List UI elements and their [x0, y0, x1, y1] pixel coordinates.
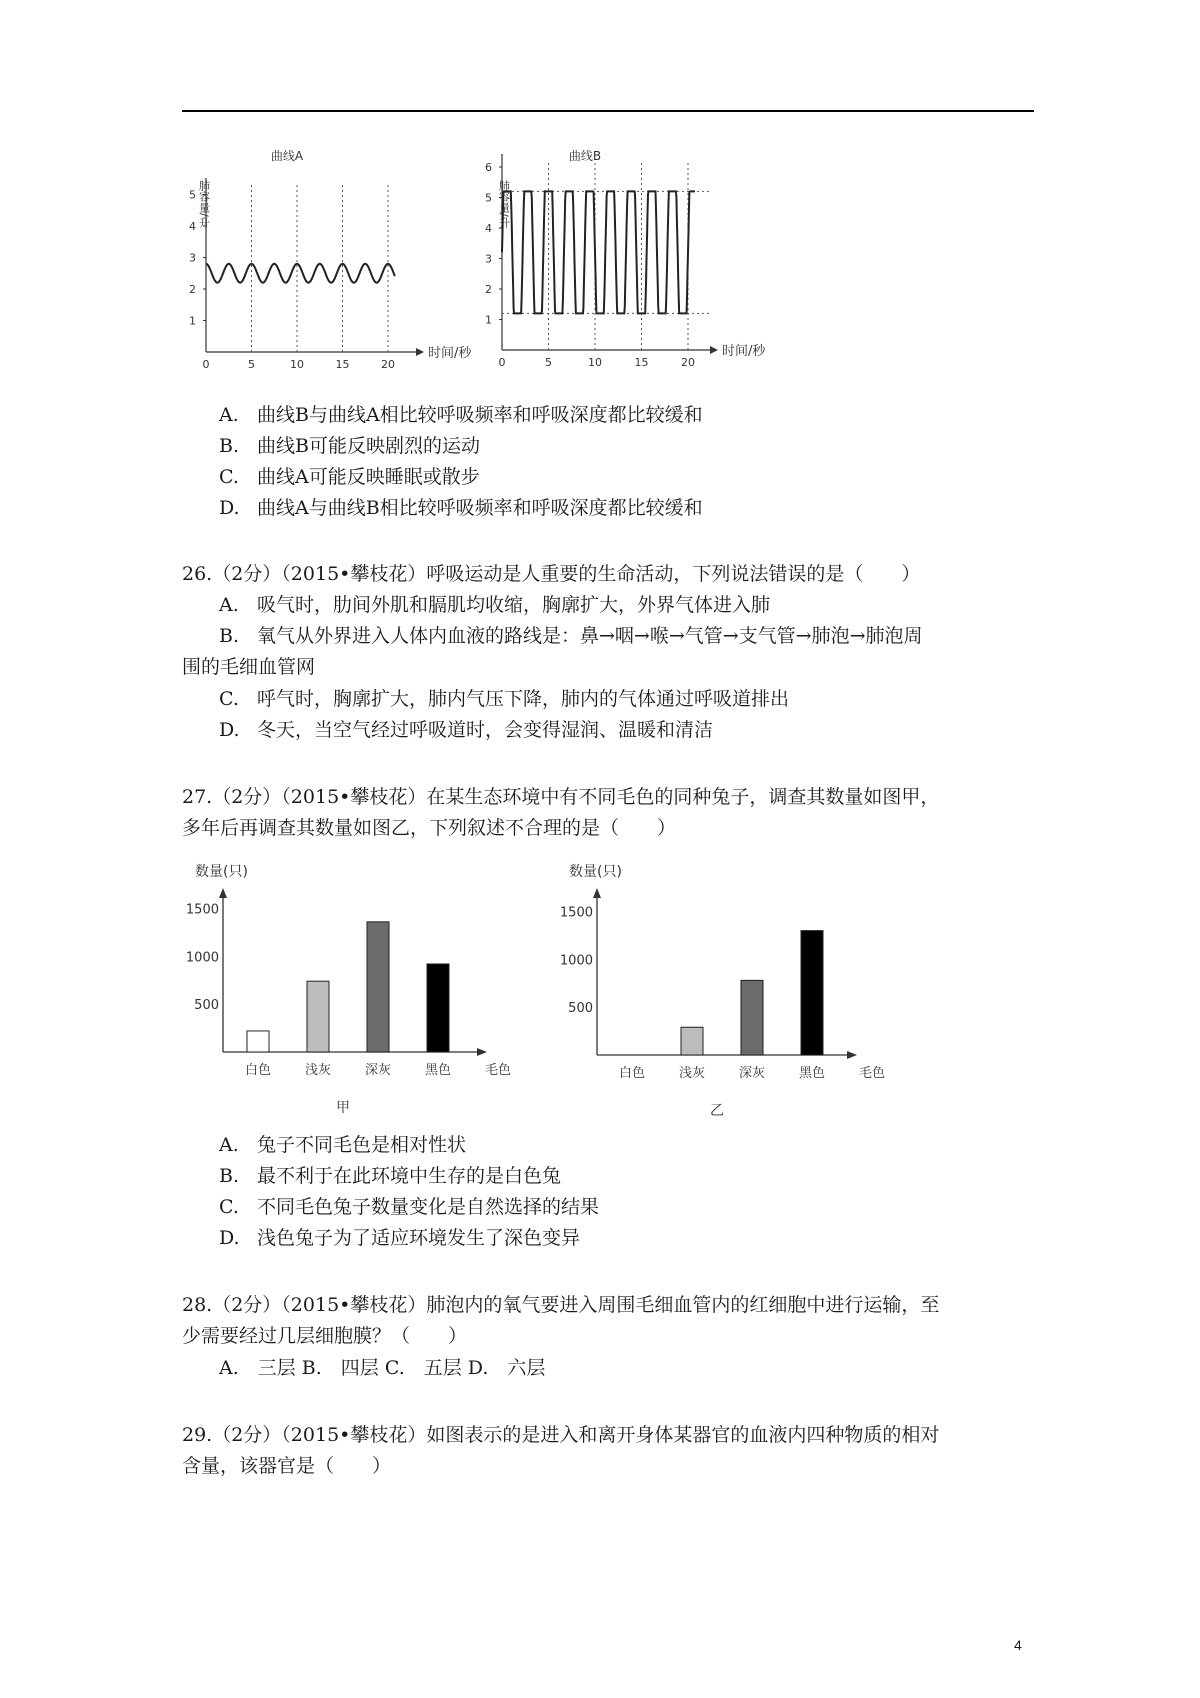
- x-tick-label: 5: [248, 358, 255, 371]
- q25-option-b: B. 曲线B可能反映剧烈的运动: [219, 435, 480, 457]
- q27-stem-line2: 多年后再调查其数量如图乙，下列叙述不合理的是（ ）: [182, 817, 677, 839]
- y-axis-label: 数量(只): [195, 864, 248, 880]
- bar-chart-jia: [185, 850, 535, 1120]
- x-tick-label: 深灰: [738, 1066, 766, 1081]
- y-tick-label: 4: [485, 222, 492, 235]
- q27-option-c: C. 不同毛色兔子数量变化是自然选择的结果: [219, 1196, 600, 1218]
- bar-白色: [247, 1031, 269, 1052]
- bar-黑色: [801, 931, 823, 1055]
- header-rule: [182, 110, 1034, 112]
- x-tick-label: 0: [498, 356, 506, 369]
- q26-option-c: C. 呼气时，胸廓扩大，肺内气压下降，肺内的气体通过呼吸道排出: [219, 688, 790, 710]
- x-tick-label: 5: [545, 356, 552, 369]
- q28-stem-line1: 28.（2分）（2015•攀枝花）肺泡内的氧气要进入周围毛细血管内的红细胞中进行运输，至: [182, 1294, 940, 1316]
- x-tick-label: 15: [634, 356, 649, 369]
- y-tick-label: 1500: [185, 902, 219, 918]
- x-tick-label: 15: [335, 358, 350, 371]
- bar-浅灰: [307, 981, 329, 1052]
- q25-option-a: A. 曲线B与曲线A相比较呼吸频率和呼吸深度都比较缓和: [219, 404, 703, 426]
- x-axis-arrow: [847, 1051, 857, 1059]
- y-tick-label: 500: [568, 1001, 593, 1017]
- q28-stem-line2: 少需要经过几层细胞膜？（ ）: [182, 1325, 468, 1347]
- bar-深灰: [367, 922, 389, 1052]
- x-tick-label: 浅灰: [678, 1066, 706, 1081]
- q27-option-d: D. 浅色兔子为了适应环境发生了深色变异: [219, 1227, 581, 1249]
- q28-options: A. 三层 B. 四层 C. 五层 D. 六层: [219, 1357, 546, 1379]
- y-tick-label: 4: [189, 220, 196, 233]
- y-tick-label: 500: [194, 998, 219, 1014]
- curve-b-chart: [485, 149, 850, 400]
- y-tick-label: 1000: [559, 953, 593, 969]
- bar-chart-yi: [555, 850, 905, 1120]
- y-axis-label: 肺容量/升: [197, 180, 211, 228]
- x-tick-label: 浅灰: [304, 1063, 332, 1078]
- y-tick-label: 1: [189, 314, 196, 328]
- q29-stem-line2: 含量，该器官是（ ）: [182, 1455, 392, 1477]
- x-axis-label: 毛色: [858, 1066, 886, 1081]
- x-axis-label: 时间/秒: [428, 346, 472, 361]
- y-tick-label: 2: [189, 283, 196, 296]
- x-tick-label: 10: [588, 356, 602, 369]
- y-tick-label: 1500: [559, 905, 593, 921]
- q26-option-a: A. 吸气时，肋间外肌和膈肌均收缩，胸廓扩大，外界气体进入肺: [219, 594, 771, 616]
- q26-option-d: D. 冬天，当空气经过呼吸道时，会变得湿润、温暖和清洁: [219, 719, 714, 741]
- q27-option-b: B. 最不利于在此环境中生存的是白色兔: [219, 1165, 562, 1187]
- q27-option-a: A. 兔子不同毛色是相对性状: [219, 1134, 467, 1156]
- chart-caption: 甲: [336, 1100, 350, 1116]
- q29-stem-line1: 29.（2分）（2015•攀枝花）如图表示的是进入和离开身体某器官的血液内四种物质的相对: [182, 1424, 940, 1446]
- chart-title: 曲线B: [568, 149, 602, 163]
- bar-黑色: [427, 964, 449, 1052]
- curve-a-chart: [190, 150, 470, 400]
- page-number: 4: [1014, 1637, 1022, 1653]
- y-axis-label: 数量(只): [569, 864, 622, 880]
- y-tick-label: 5: [189, 188, 196, 202]
- x-tick-label: 黑色: [798, 1066, 826, 1081]
- x-tick-label: 黑色: [424, 1063, 452, 1078]
- q26-stem: 26.（2分）（2015•攀枝花）呼吸运动是人重要的生命活动，下列说法错误的是（ ）: [182, 563, 921, 585]
- x-axis-label: 毛色: [484, 1063, 512, 1078]
- x-tick-label: 10: [290, 358, 304, 371]
- x-tick-label: 20: [381, 358, 395, 371]
- y-axis-arrow: [219, 888, 227, 898]
- q25-option-d: D. 曲线A与曲线B相比较呼吸频率和呼吸深度都比较缓和: [219, 497, 703, 519]
- chart-caption: 乙: [710, 1103, 724, 1119]
- x-axis-arrow: [710, 346, 718, 354]
- curve-line: [502, 191, 695, 313]
- q26-option-b: B. 氧气从外界进入人体内血液的路线是：鼻→咽→喉→气管→支气管→肺泡→肺泡周: [219, 625, 923, 647]
- y-tick-label: 3: [485, 252, 492, 266]
- chart-title: 曲线A: [270, 149, 304, 163]
- x-axis-label: 时间/秒: [722, 344, 766, 359]
- y-tick-label: 2: [485, 283, 492, 296]
- x-tick-label: 深灰: [364, 1063, 392, 1078]
- bar-浅灰: [681, 1027, 703, 1055]
- y-tick-label: 3: [189, 251, 196, 265]
- x-axis-arrow: [477, 1048, 487, 1056]
- y-axis-arrow: [593, 888, 601, 898]
- x-tick-label: 白色: [618, 1066, 646, 1081]
- y-tick-label: 1000: [185, 950, 219, 966]
- curve-line: [206, 264, 395, 283]
- y-tick-label: 6: [485, 161, 492, 174]
- x-tick-label: 0: [202, 358, 210, 371]
- y-tick-label: 5: [485, 191, 492, 205]
- q25-option-c: C. 曲线A可能反映睡眠或散步: [219, 466, 480, 488]
- q26-option-b-continued: 围的毛细血管网: [182, 656, 316, 678]
- x-tick-label: 白色: [244, 1063, 272, 1078]
- bar-深灰: [741, 980, 763, 1055]
- y-tick-label: 1: [485, 313, 492, 327]
- x-tick-label: 20: [681, 356, 695, 369]
- x-axis-arrow: [416, 348, 424, 356]
- q27-stem-line1: 27.（2分）（2015•攀枝花）在某生态环境中有不同毛色的同种兔子，调查其数量如图甲，: [182, 786, 940, 808]
- y-axis-label: 肺容量/升: [497, 180, 511, 228]
